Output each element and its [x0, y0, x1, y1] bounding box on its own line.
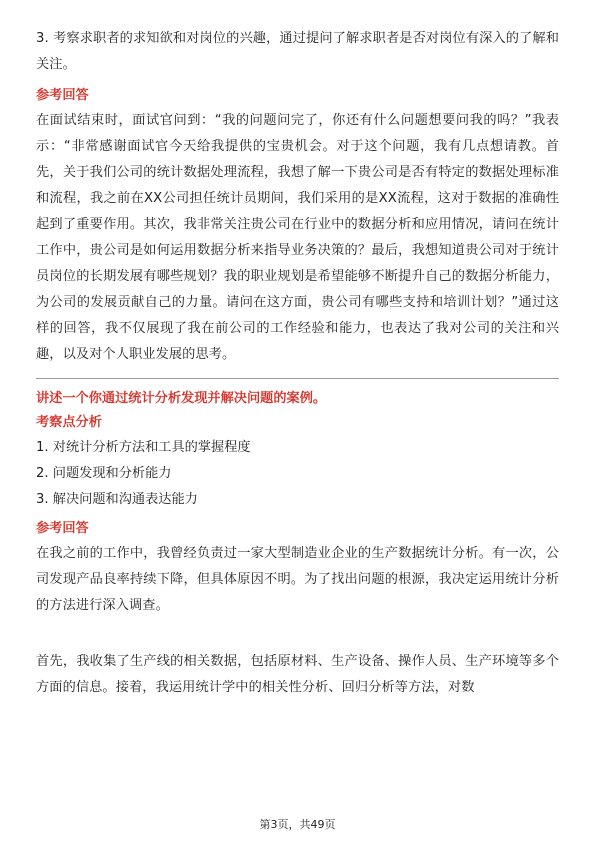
document-page — [36, 26, 559, 701]
reference-answer-label: 参考回答 — [36, 88, 89, 103]
reference-answer-text: 在面试结束时，面试官问到：“我的问题问完了，你还有什么问题想要问我的吗？”我表示：“非常感谢面试官今天给我提供的宝贵机会。对于这个问题，我有几点想请教。首先，关于我们公司的统计数据处理流程，我想了解一下贵公司是否有特定的数据处理标准和流程，我之前在XX公司担任统计员期间，我们采用的是XX流程，这对于数据的准确性起到了重要作用。其次，我非常关注贵公司在行业中的数据分析和应用情况，请问在统计工作中，贵公司是如何运用数据分析来指导业务决策的？最后，我想知道贵公司对于统计员岗位的长期发展有哪些规划？我的职业规划是希望能够不断提升自己的数据分析能力，为公司的发展贡献自己的力量。请问在这方面，贵公司有哪些支持和培训计划？”通过这样的回答，我不仅展现了我在前公司的工作经验和能力，也表达了我对公司的关注和兴趣，以及对个人职业发展的思考。 — [36, 113, 559, 362]
analysis-point: 2. 问题发现和分析能力 — [36, 466, 172, 481]
analysis-label: 考察点分析 — [36, 415, 102, 430]
paragraph-gap — [36, 619, 559, 645]
answer-paragraph: 在我之前的工作中，我曾经负责过一家大型制造业企业的生产数据统计分析。有一次，公司发现产品良率持续下降，但具体原因不明。为了找出问题的根源，我决定运用统计分析的方法进行深入调查。 — [36, 546, 559, 613]
section-divider — [36, 378, 559, 379]
analysis-point: 3. 解决问题和沟通表达能力 — [36, 492, 198, 507]
answer-paragraph: 首先，我收集了生产线的相关数据，包括原材料、生产设备、操作人员、生产环境等多个方面的信息。接着，我运用统计学中的相关性分析、回归分析等方法，对数 — [36, 654, 559, 695]
reference-answer-label: 参考回答 — [36, 521, 89, 536]
evaluation-point-3: 3. 考察求职者的求知欲和对岗位的兴趣，通过提问了解求职者是否对岗位有深入的了解和关注。 — [36, 31, 559, 72]
analysis-point: 1. 对统计分析方法和工具的掌握程度 — [36, 440, 251, 455]
page-number: 第3页，共49页 — [259, 818, 336, 831]
interview-question: 讲述一个你通过统计分析发现并解决问题的案例。 — [36, 391, 327, 406]
